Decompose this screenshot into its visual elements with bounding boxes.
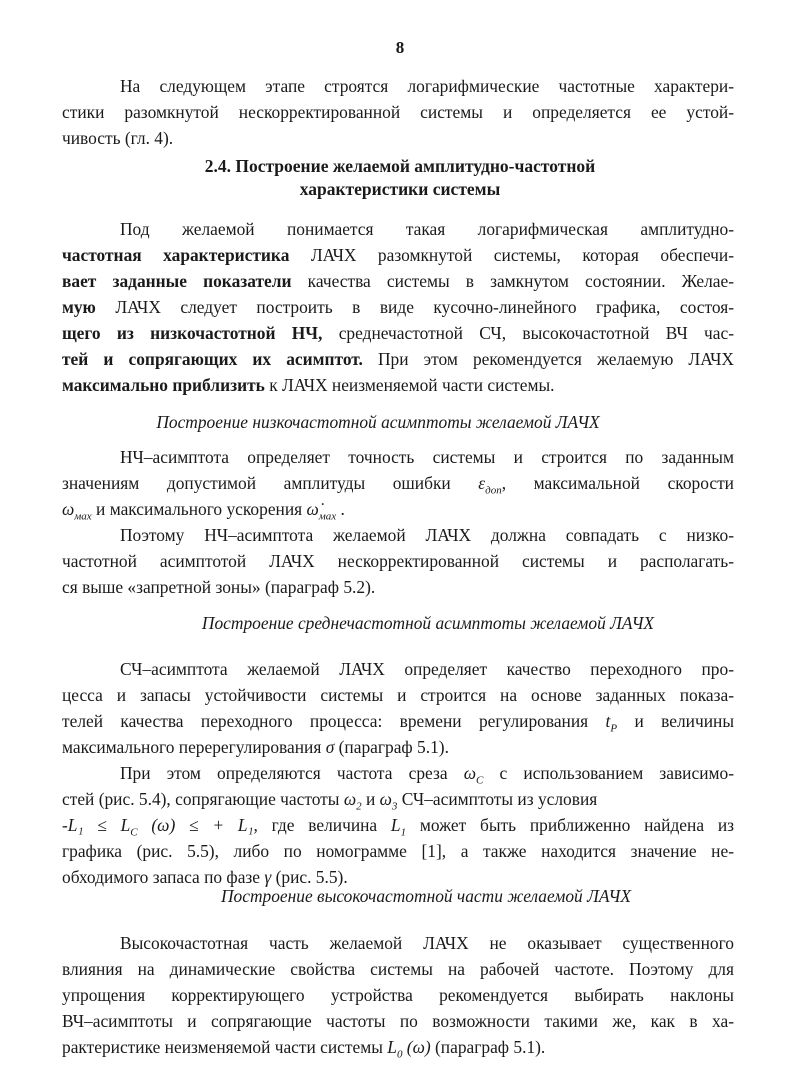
omega-3-symbol: $\omega_3$ [379, 789, 398, 813]
para1-l3-rest: качества системы в замкнутом состоянии. Желае- [291, 271, 734, 291]
para1-l6-bold: тей и сопрягающих их асимптот. [62, 349, 363, 369]
para6-l5-rest: (параграф 5.1). [430, 1037, 546, 1057]
para1-l4-bold: мую [62, 297, 96, 317]
para1-l2-rest: ЛАЧХ разомкнутой системы, которая обеспечи- [289, 245, 734, 265]
para5-l2-rest: СЧ–асимптоты из условия [397, 789, 598, 809]
section-heading-line-2: характеристики системы [299, 179, 501, 199]
section-heading-line-1: 2.4. Построение желаемой амплитудно-частотной [204, 156, 596, 176]
L0-symbol: $L_0$ (ω) [387, 1037, 431, 1061]
para1-l2-bold: частотная характеристика [62, 245, 290, 265]
para2-l2-text: значениям допустимой амплитуды ошибки [62, 473, 479, 493]
para2-l2-rest: , максимальной скорости [501, 473, 734, 493]
para6-line-1: Высокочастотная часть желаемой ЛАЧХ не оказывает существенного [120, 933, 734, 953]
para1-l4-rest: ЛАЧХ следует построить в виде кусочно-линейного графика, состоя- [95, 297, 734, 317]
para6-line-3: упрощения корректирующего устройства рекомендуется выбирать наклоны [62, 985, 734, 1005]
para4-l4-rest: (параграф 5.1). [334, 737, 449, 757]
intro-line-3: чивость (гл. 4). [62, 128, 174, 148]
para4-line-1: СЧ–асимптота желаемой ЛАЧХ определяет качество переходного про- [120, 659, 734, 679]
subheading-high-frequency: Построение высокочастотной части желаемой ЛАЧХ [220, 886, 631, 906]
para1-line-7 [62, 374, 734, 396]
para5-l3-rest: может быть приближенно найдена из [406, 815, 734, 835]
para1-line-2 [62, 244, 734, 266]
para5-l2-and: и [361, 789, 380, 809]
para6-line-4: ВЧ–асимптоты и сопрягающие частоты по возможности такими же, как в ха- [62, 1011, 734, 1031]
para1-l3-bold: вает заданные показатели [62, 271, 292, 291]
para1-l7-bold: максимально приблизить [62, 375, 265, 395]
para1-line-1: Под желаемой понимается такая логарифмическая амплитудно- [120, 219, 734, 239]
tp-symbol: $t_P$ [605, 711, 618, 735]
condition-formula: $-L_1 \le L_C$ (ω) ≤ + L₁, [62, 815, 258, 839]
para2-line-1: НЧ–асимптота определяет точность системы и строится по заданным [120, 447, 734, 467]
para1-l5-rest: среднечастотной СЧ, высокочастотной ВЧ час- [322, 323, 735, 343]
para1-l5-bold: щего из низкочастотной НЧ, [62, 323, 323, 343]
para4-l3-rest: и величины [617, 711, 735, 731]
para1-l6-rest: При этом рекомендуется желаемую ЛАЧХ [362, 349, 734, 369]
para5-line-4: графика (рис. 5.5), либо по номограмме [1], а также находится значение не- [62, 841, 734, 861]
intro-line-1: На следующем этапе строятся логарифмические частотные характери- [120, 76, 734, 96]
para5-l1-text: При этом определяются частота среза [120, 763, 464, 783]
sigma-symbol: σ [325, 737, 335, 757]
para5-l1-rest: с использованием зависимо- [483, 763, 734, 783]
para4-line-2: цесса и запасы устойчивости системы и строится на основе заданных показа- [62, 685, 734, 705]
para6-line-2: влияния на динамические свойства системы на рабочей частоте. Поэтому для [62, 959, 734, 979]
para4-l4-text: максимального перерегулирования [62, 737, 326, 757]
omega-2-symbol: $\omega_2$ [343, 789, 362, 813]
omega-c-symbol: $\omega_C$ [463, 763, 484, 787]
omega-dot-max-symbol: $\omegȧ_{мах}$ [306, 499, 337, 523]
para2-l3-text: и максимального ускорения [91, 499, 307, 519]
subheading-low-frequency: Построение низкочастотной асимптоты желаемой ЛАЧХ [156, 412, 600, 432]
para6-line-5 [62, 1036, 734, 1065]
para5-l5-text: обходимого запаса по фазе [62, 867, 265, 887]
para3-line-1: Поэтому НЧ–асимптота желаемой ЛАЧХ должна совпадать с низко- [120, 525, 734, 545]
para4-l3-text: телей качества переходного процесса: времени регулирования [62, 711, 606, 731]
para1-l7-rest: к ЛАЧХ неизменяемой части системы. [264, 375, 555, 395]
para1-line-4 [62, 296, 734, 318]
gamma-symbol: γ [264, 867, 272, 887]
page-number: 8 [395, 38, 405, 57]
omega-max-symbol: $\omega_{мах}$ [62, 499, 92, 523]
para4-line-4 [62, 736, 734, 758]
epsilon-symbol: $\varepsilon_{доп}$ [478, 473, 502, 497]
para1-line-6 [62, 348, 734, 370]
L1-symbol: $L_1$ [390, 815, 407, 839]
para5-l3-text: где величина [257, 815, 391, 835]
para5-l2-text: стей (рис. 5.4), сопрягающие частоты [62, 789, 344, 809]
para1-line-3 [62, 270, 734, 292]
para5-l5-rest: (рис. 5.5). [271, 867, 348, 887]
para6-l5-text: рактеристике неизменяемой части системы [62, 1037, 388, 1057]
para3-line-3: ся выше «запретной зоны» (параграф 5.2). [62, 577, 376, 597]
intro-line-2: стики разомкнутой нескорректированной системы и определяется ее устой- [62, 102, 734, 122]
subheading-mid-frequency: Построение среднечастотной асимптоты желаемой ЛАЧХ [201, 613, 655, 633]
para1-line-5 [62, 322, 734, 344]
para3-line-2: частотной асимптотой ЛАЧХ нескорректированной системы и располагать- [62, 551, 734, 571]
para2-l3-end: . [336, 499, 345, 519]
